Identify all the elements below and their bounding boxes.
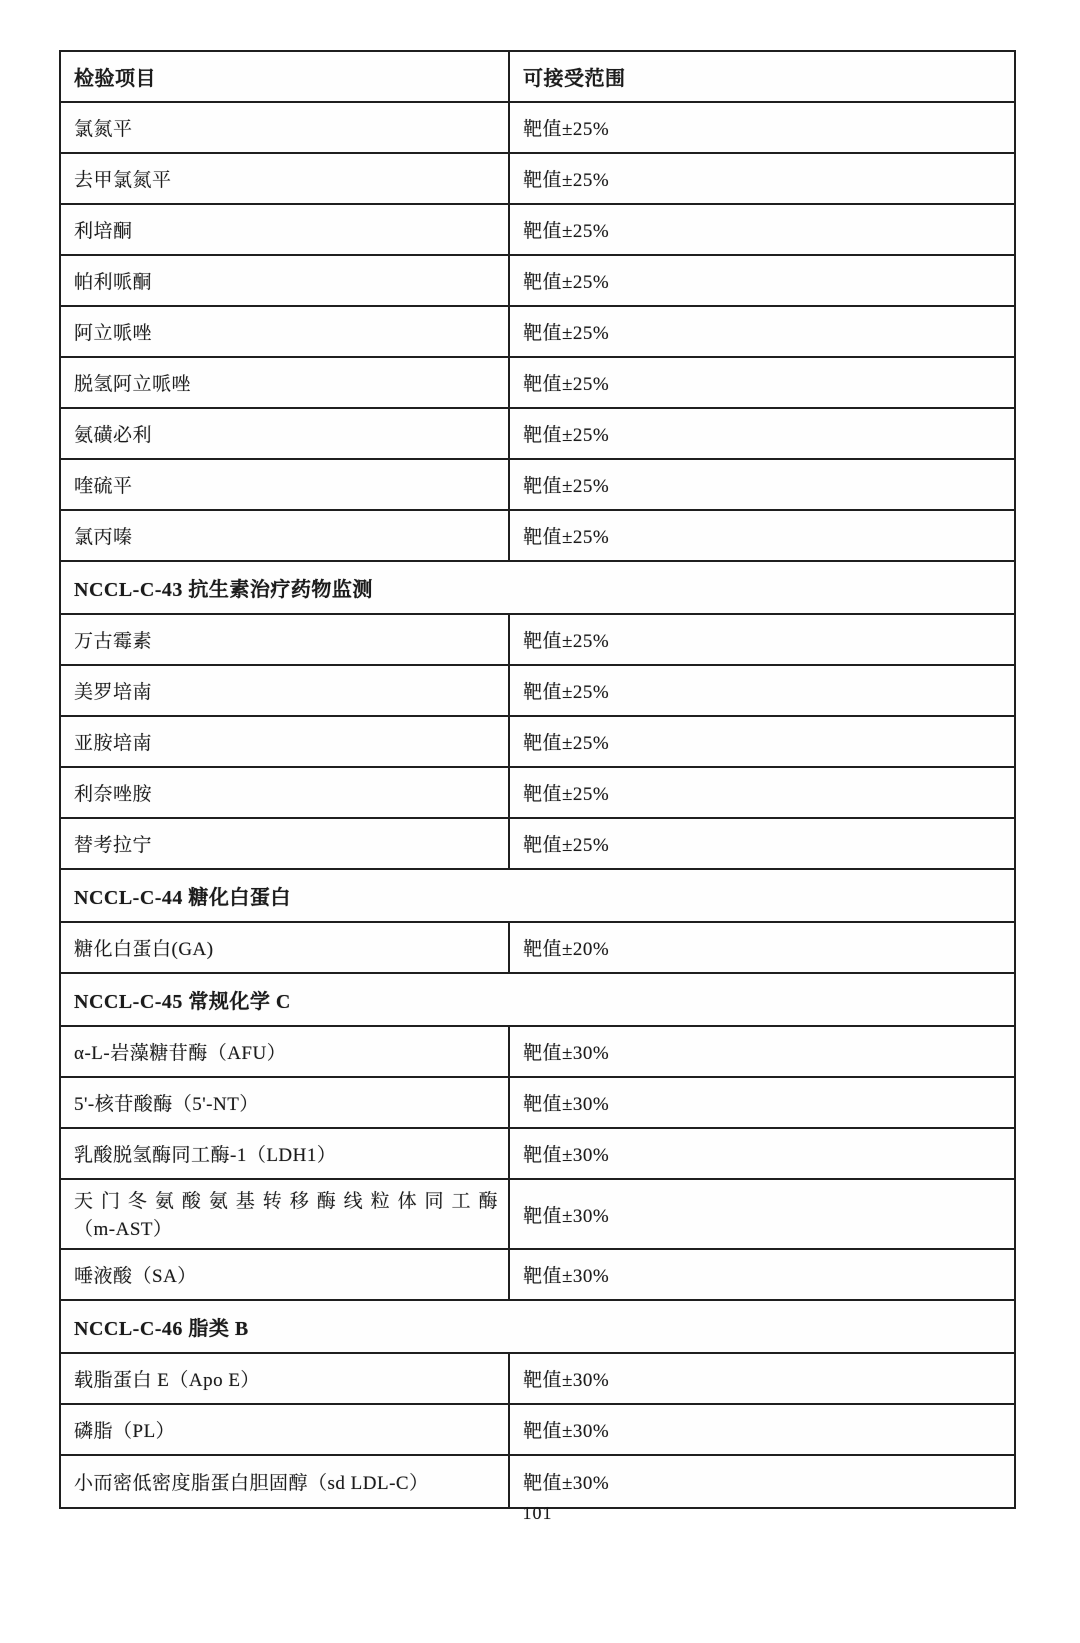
- test-item-cell: [61, 1456, 510, 1507]
- table-row: [61, 103, 1014, 154]
- section-header-row: [61, 870, 1014, 923]
- section-header-label: NCCL-C-46 脂类 B: [74, 1318, 249, 1340]
- test-item-label: 去甲氯氮平: [74, 170, 172, 191]
- test-item-label: 氨磺必利: [74, 425, 153, 446]
- acceptable-range-value: 靶值±30%: [523, 1370, 610, 1391]
- test-item-cell: [61, 1405, 510, 1454]
- acceptable-range-value: 靶值±25%: [523, 631, 610, 652]
- acceptable-range-value: 靶值±25%: [523, 170, 610, 191]
- acceptable-range-cell: [510, 1456, 1014, 1507]
- test-item-cell: [61, 717, 510, 766]
- test-item-cell: [61, 666, 510, 715]
- test-item-label: 载脂蛋白 E（Apo E）: [74, 1370, 260, 1391]
- acceptable-range-value: 靶值±25%: [523, 527, 610, 548]
- section-header-label: NCCL-C-44 糖化白蛋白: [74, 887, 291, 909]
- acceptable-range-header-label: 可接受范围: [523, 68, 626, 90]
- section-header-label: NCCL-C-43 抗生素治疗药物监测: [74, 579, 373, 601]
- table-row: [61, 511, 1014, 562]
- test-item-label: 帕利哌酮: [74, 272, 153, 293]
- table-row: [61, 307, 1014, 358]
- table-row: [61, 1129, 1014, 1180]
- acceptable-range-header-cell: [510, 52, 1014, 101]
- test-item-cell: [61, 154, 510, 203]
- table-row: [61, 666, 1014, 717]
- test-item-cell: [61, 103, 510, 152]
- acceptable-range-value: 靶值±30%: [523, 1421, 610, 1442]
- table-row: [61, 460, 1014, 511]
- acceptable-range-cell: [510, 307, 1014, 356]
- test-item-cell: [61, 256, 510, 305]
- acceptable-range-value: 靶值±25%: [523, 221, 610, 242]
- acceptable-range-value: 靶值±25%: [523, 374, 610, 395]
- acceptable-range-cell: [510, 1078, 1014, 1127]
- acceptable-range-cell: [510, 358, 1014, 407]
- acceptable-range-cell: [510, 409, 1014, 458]
- acceptable-range-cell: [510, 1405, 1014, 1454]
- test-item-cell: [61, 205, 510, 254]
- test-item-cell: [61, 358, 510, 407]
- test-item-cell: [61, 615, 510, 664]
- table-row: [61, 717, 1014, 768]
- test-item-cell: [61, 1250, 510, 1299]
- table-row: [61, 1180, 1014, 1250]
- acceptable-range-cell: [510, 1354, 1014, 1403]
- table-row: [61, 1456, 1014, 1507]
- acceptable-range-cell: [510, 1129, 1014, 1178]
- table-row: [61, 1250, 1014, 1301]
- acceptable-range-value: 靶值±30%: [523, 1473, 610, 1494]
- test-item-label: 氯氮平: [74, 119, 133, 140]
- test-item-label: 利培酮: [74, 221, 133, 242]
- acceptable-range-value: 靶值±30%: [523, 1145, 610, 1166]
- table-row: [61, 923, 1014, 974]
- test-item-header-cell: [61, 52, 510, 101]
- test-item-cell: [61, 819, 510, 868]
- table-body: [61, 103, 1014, 1507]
- test-item-label: 5'-核苷酸酶（5'-NT）: [74, 1094, 259, 1115]
- section-header-row: [61, 974, 1014, 1027]
- test-item-cell: [61, 1078, 510, 1127]
- test-item-label-line2: （m-AST）: [74, 1219, 173, 1240]
- test-item-label: 脱氢阿立哌唑: [74, 374, 192, 395]
- acceptable-range-cell: [510, 819, 1014, 868]
- table-row: [61, 768, 1014, 819]
- test-item-label: 亚胺培南: [74, 733, 153, 754]
- acceptable-range-cell: [510, 205, 1014, 254]
- test-item-label: 唾液酸（SA）: [74, 1266, 197, 1287]
- test-item-label: 小而密低密度脂蛋白胆固醇（sd LDL-C）: [74, 1473, 429, 1494]
- acceptable-range-cell: [510, 768, 1014, 817]
- table-row: [61, 256, 1014, 307]
- acceptable-range-value: 靶值±25%: [523, 784, 610, 805]
- acceptable-range-value: 靶值±30%: [523, 1266, 610, 1287]
- table-row: [61, 1354, 1014, 1405]
- table-row: [61, 1405, 1014, 1456]
- test-item-cell: [61, 923, 510, 972]
- acceptable-range-cell: [510, 1250, 1014, 1299]
- acceptable-range-value: 靶值±25%: [523, 323, 610, 344]
- test-item-label: 磷脂（PL）: [74, 1421, 176, 1442]
- page-number: 101: [522, 1503, 553, 1523]
- test-item-cell: [61, 409, 510, 458]
- table-row: [61, 205, 1014, 256]
- acceptable-range-value: 靶值±30%: [523, 1094, 610, 1115]
- acceptable-range-value: 靶值±25%: [523, 476, 610, 497]
- acceptable-range-value: 靶值±25%: [523, 835, 610, 856]
- acceptable-range-cell: [510, 460, 1014, 509]
- test-item-cell: [61, 460, 510, 509]
- test-item-label: α-L-岩藻糖苷酶（AFU）: [74, 1043, 287, 1064]
- acceptable-range-value: 靶值±20%: [523, 939, 610, 960]
- test-item-cell: [61, 307, 510, 356]
- acceptable-range-cell: [510, 666, 1014, 715]
- acceptable-range-cell: [510, 923, 1014, 972]
- acceptable-range-cell: [510, 615, 1014, 664]
- test-item-header-label: 检验项目: [74, 68, 156, 90]
- acceptable-range-value: 靶值±30%: [523, 1043, 610, 1064]
- section-header-row: [61, 1301, 1014, 1354]
- acceptable-range-value: 靶值±25%: [523, 119, 610, 140]
- acceptable-range-cell: [510, 1027, 1014, 1076]
- table-row: [61, 819, 1014, 870]
- test-item-label: 替考拉宁: [74, 835, 153, 856]
- section-header-row: [61, 562, 1014, 615]
- test-item-cell: [61, 1354, 510, 1403]
- table-row: [61, 409, 1014, 460]
- table-row: [61, 615, 1014, 666]
- test-item-label: 糖化白蛋白(GA): [74, 939, 214, 960]
- acceptable-range-cell: [510, 511, 1014, 560]
- acceptable-range-value: 靶值±25%: [523, 682, 610, 703]
- acceptable-range-cell: [510, 103, 1014, 152]
- table-row: [61, 358, 1014, 409]
- section-header-label: NCCL-C-45 常规化学 C: [74, 991, 291, 1013]
- test-item-label: 利奈唑胺: [74, 784, 153, 805]
- acceptable-range-value: 靶值±25%: [523, 272, 610, 293]
- test-item-cell: [61, 1027, 510, 1076]
- test-item-label: 氯丙嗪: [74, 527, 133, 548]
- test-item-cell: [61, 1180, 510, 1248]
- test-item-label: 阿立哌唑: [74, 323, 153, 344]
- test-item-cell: [61, 511, 510, 560]
- acceptable-range-value: 靶值±30%: [523, 1205, 610, 1227]
- test-item-label: 天门冬氨酸氨基转移酶线粒体同工酶: [74, 1191, 498, 1212]
- test-item-cell: [61, 1129, 510, 1178]
- table-header-row: [61, 52, 1014, 103]
- table-row: [61, 154, 1014, 205]
- test-item-cell: [61, 768, 510, 817]
- acceptable-range-value: 靶值±25%: [523, 733, 610, 754]
- table-row: [61, 1027, 1014, 1078]
- test-item-label: 喹硫平: [74, 476, 133, 497]
- test-item-label: 美罗培南: [74, 682, 153, 703]
- acceptable-range-value: 靶值±25%: [523, 425, 610, 446]
- acceptable-range-table: [59, 50, 1016, 1509]
- test-item-label: 万古霉素: [74, 631, 153, 652]
- test-item-label: 乳酸脱氢酶同工酶-1（LDH1）: [74, 1145, 337, 1166]
- table-row: [61, 1078, 1014, 1129]
- acceptable-range-cell: [510, 1180, 1014, 1248]
- acceptable-range-cell: [510, 256, 1014, 305]
- acceptable-range-cell: [510, 717, 1014, 766]
- acceptable-range-cell: [510, 154, 1014, 203]
